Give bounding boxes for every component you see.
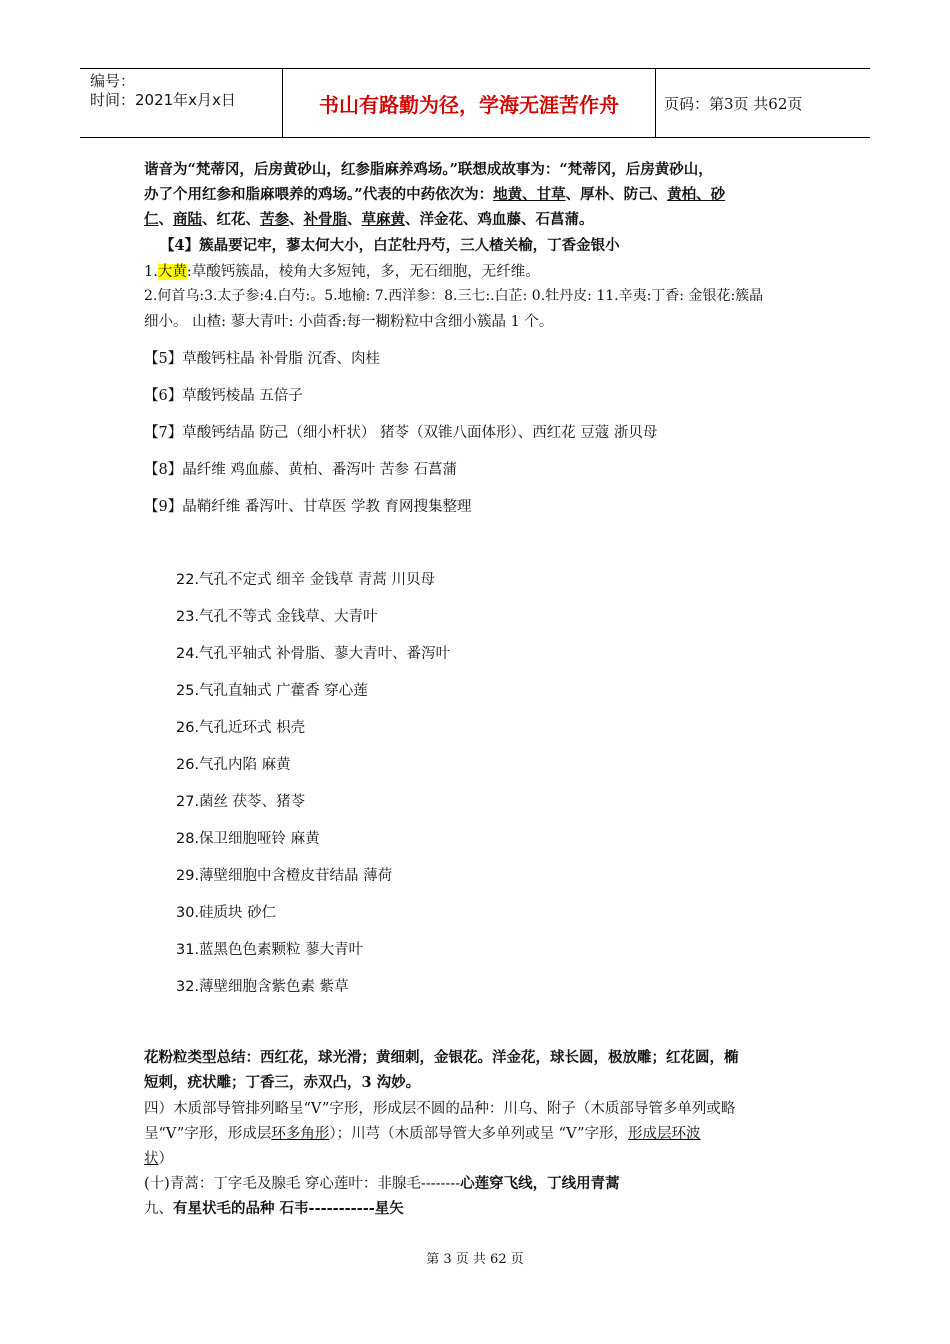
text: :草酸钙簇晶，棱角大多短钝，多，无石细胞，无纤维。: [186, 264, 540, 280]
xylem-line1: 四）木质部导管排列略呈“V”字形，形成层不圆的品种：川乌、附子（木质部导管多单列或略: [144, 1101, 736, 1117]
xylem-line2: [144, 1122, 701, 1143]
text: 环多角形: [271, 1126, 330, 1142]
numbered-item: 22.气孔不定式 细辛 金钱草 青蒿 川贝母: [176, 572, 435, 588]
text: 呈“V”字形，形成层: [144, 1126, 272, 1142]
text: 商陆: [173, 211, 202, 228]
code-label: 编号：: [90, 72, 136, 90]
text: 状: [144, 1151, 159, 1167]
hair-line: [144, 1172, 620, 1193]
bracket-item: 【6】草酸钙棱晶 五倍子: [144, 388, 303, 404]
motto: 书山有路勤为径，学海无涯苦作舟: [282, 69, 656, 137]
bracket-item: 【5】草酸钙柱晶 补骨脂 沉香、肉桂: [144, 351, 380, 367]
text: 1.: [144, 264, 158, 280]
numbered-item: 24.气孔平轴式 补骨脂、蓼大青叶、番泻叶: [176, 646, 451, 662]
time-label: 时间：2021年x月x日: [90, 91, 236, 109]
text: 、: [289, 211, 304, 228]
xylem-line3: [144, 1147, 173, 1168]
item4-line3: 细小。 山楂: 蓼大青叶: 小茴香:每一糊粉粒中含细小簇晶 1 个。: [144, 314, 554, 330]
text: 黄柏、砂: [667, 186, 726, 203]
numbered-item: 26.气孔内陷 麻黄: [176, 757, 291, 773]
text: ）: [158, 1151, 173, 1167]
numbered-item: 32.薄壁细胞含紫色素 紫草: [176, 979, 349, 995]
text: 仁: [144, 211, 159, 228]
para1-line2: [144, 183, 725, 204]
text: 、洋金花、鸡血藤、石菖蒲。: [405, 211, 594, 228]
text: 苦参: [260, 211, 289, 228]
numbered-item: 31.蓝黑色色素颗粒 蓼大青叶: [176, 942, 364, 958]
item4-title: 【4】簇晶要记牢，蓼太何大小，白芷牡丹芍，三人楂关榆，丁香金银小: [160, 237, 620, 254]
text: 、: [158, 211, 173, 228]
pollen-line2: 短刺，疣状雕；丁香三，赤双凸，3 沟妙。: [144, 1074, 421, 1091]
text: 有星状毛的品种 石韦-----------星矢: [173, 1200, 404, 1217]
numbered-item: 23.气孔不等式 金钱草、大青叶: [176, 609, 378, 625]
item4-line2: 2.何首乌:3.太子参:4.白芍:。5.地榆: 7.西洋参：8.三七:.白芷: 0.牡丹皮: 11.辛夷:丁香: 金银花:簇晶: [144, 288, 764, 304]
page-footer: 第 3 页 共 62 页: [426, 1252, 524, 1267]
item4-line1: [144, 260, 540, 281]
text: 九、: [144, 1201, 173, 1217]
text: 地黄、甘草: [493, 186, 566, 203]
page-label: 页码：第3页 共62页: [664, 94, 803, 113]
text: ）；川芎（木质部导管大多单列或呈 “V”字形，: [329, 1126, 629, 1142]
text: 、: [347, 211, 362, 228]
text: 补骨脂: [303, 211, 347, 228]
numbered-item: 26.气孔近环式 枳壳: [176, 720, 306, 736]
highlight: 大黄: [157, 264, 187, 280]
bracket-item: 【9】晶鞘纤维 番泻叶、甘草医 学教 育网搜集整理: [144, 499, 472, 515]
text: 、红花、: [202, 211, 260, 228]
page-header: [80, 68, 870, 138]
numbered-item: 25.气孔直轴式 广藿香 穿心莲: [176, 683, 368, 699]
text: 草麻黄: [361, 211, 405, 228]
text: 形成层环波: [628, 1126, 701, 1142]
numbered-item: 29.薄壁细胞中含橙皮苷结晶 薄荷: [176, 868, 393, 884]
text: 办了个用红参和脂麻喂养的鸡场。”代表的中药依次为：: [144, 186, 494, 203]
bracket-item: 【7】草酸钙结晶 防己（细小杆状） 猪苓（双锥八面体形）、西红花 豆蔻 浙贝母: [144, 425, 658, 441]
text: 心莲穿飞线，丁线用青蒿: [460, 1175, 620, 1192]
numbered-item: 28.保卫细胞哑铃 麻黄: [176, 831, 320, 847]
para1-line3: [144, 208, 594, 229]
para1-line1: 谐音为“梵蒂冈，后房黄砂山，红参脂麻养鸡场。”联想成故事为：“梵蒂冈，后房黄砂山，: [144, 161, 713, 178]
numbered-item: 30.硅质块 砂仁: [176, 905, 277, 921]
bracket-item: 【8】晶纤维 鸡血藤、黄柏、番泻叶 苦参 石菖蒲: [144, 462, 458, 478]
numbered-item: 27.菌丝 茯苓、猪苓: [176, 794, 306, 810]
text: 、厚朴、防己、: [565, 186, 668, 203]
pollen-line1: 花粉粒类型总结：西红花，球光滑；黄细刺，金银花。洋金花，球长圆，极放雕；红花圆，椭: [144, 1049, 739, 1066]
star-line: [144, 1197, 404, 1218]
text: (十)青蒿：丁字毛及腺毛 穿心莲叶：非腺毛--------: [144, 1176, 461, 1192]
header-left: [80, 69, 282, 137]
